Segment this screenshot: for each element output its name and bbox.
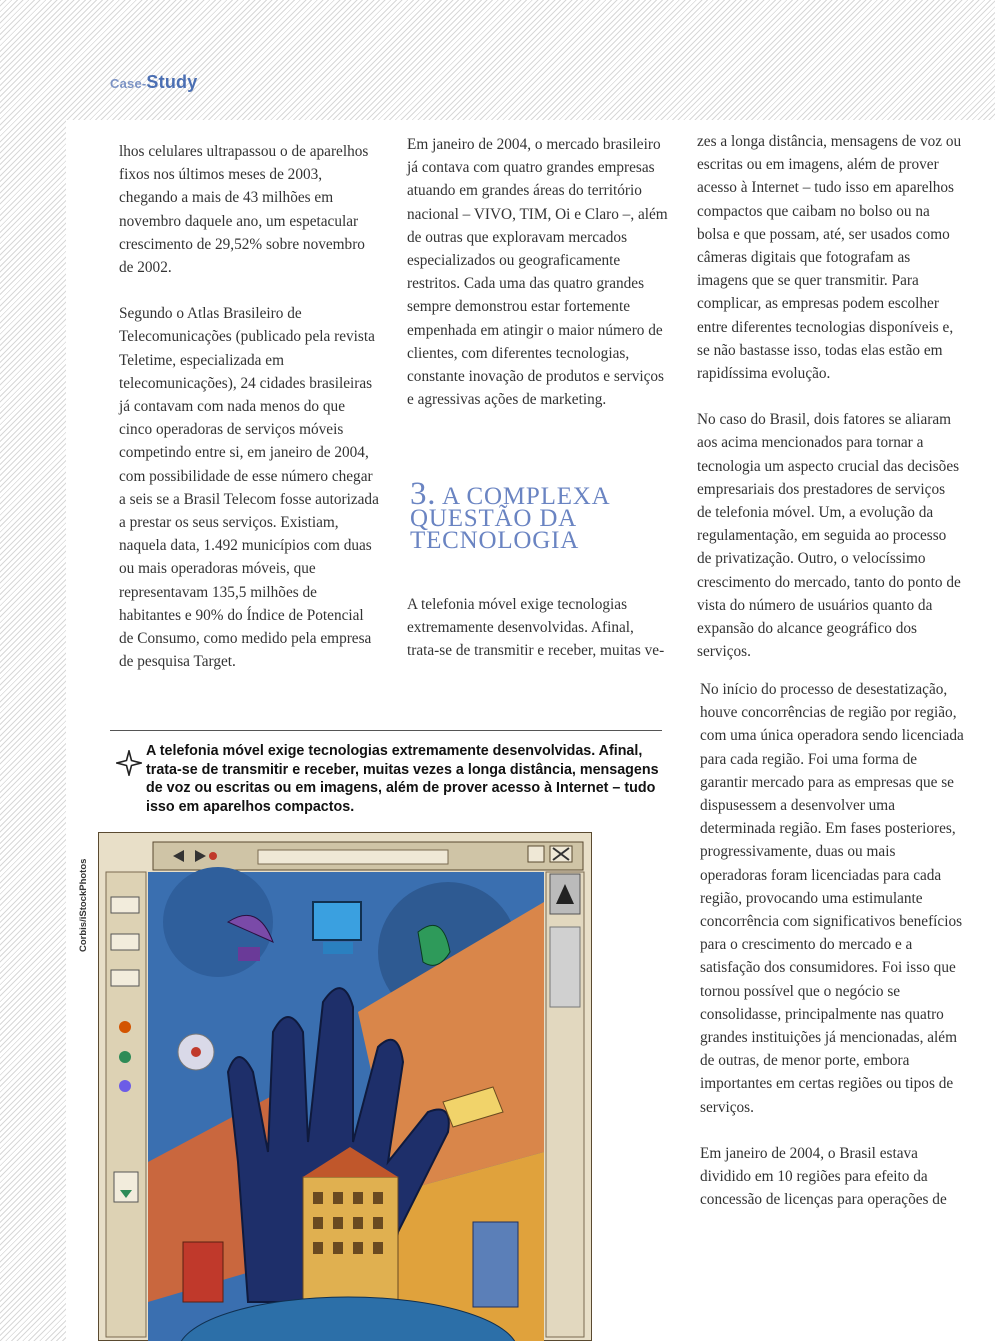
illustration <box>98 832 592 1341</box>
compass-star-icon <box>116 750 142 776</box>
caption-divider <box>110 730 662 731</box>
paragraph: lhos celulares ultrapassou o de aparelhos fixos nos últimos meses de 2003, chegando a mais de 43 milhões em novembro daquele ano, um espetacular crescimento de 29,52% sobre novembro de 2002. <box>119 143 369 277</box>
figure-caption: A telefonia móvel exige tecnologias extremamente desenvolvidas. Afinal, trata-se de transmitir e receber, muitas vezes a longa distância, mensagens de voz ou escritas ou em imagens, além de prover acesso à Internet – tudo isso em aparelhos compactos. <box>146 743 659 815</box>
paragraph: No caso do Brasil, dois fatores se aliaram aos acima mencionados para tornar a tecnologia um aspecto crucial das decisões empresariais dos prestadores de serviços de telefonia móvel. Um, a evolução da regulamentação, em seguida ao processo de privatização. Outro, o velocíssimo crescimento do mercado, tanto do ponto de vista do número de usuários quanto da expansão do alcance geográfico dos serviços. <box>697 411 961 661</box>
paragraph: Em janeiro de 2004, o mercado brasileiro já contava com quatro grandes empresas atuando em grandes áreas do território nacional – VIVO, TIM, Oi e Claro –, além de outras que exploravam mercados especializados ou geograficamente restritos. Cada uma das quatro grandes sempre demonstrou estar fortemente empenhada em atingir o maior número de clientes, com diferentes tecnologias, constante inovação de produtos e serviços e agressivas ações de marketing. <box>407 136 668 409</box>
paragraph: A telefonia móvel exige tecnologias extremamente desenvolvidas. Afinal, trata-se de transmitir e receber, muitas ve- <box>407 596 665 660</box>
text-column-2 <box>407 133 669 434</box>
section-label: Case-Study <box>110 72 198 92</box>
cd-icon <box>178 1034 214 1070</box>
text-column-2-lower <box>407 593 669 686</box>
paragraph: No início do processo de desestatização, houve concorrências de região por região, com uma única operadora sendo licenciada para cada região. Foi uma forma de garantir mercado para as empresas que se dispusessem a desenvolver uma determinada região. Em fases posteriores, progressivamente, duas ou mais operadoras foram licenciadas para cada região, provocando uma estimulante concorrência com significativos benefícios para o crescimento do mercado e a satisfação dos consumidores. Foi isso que tornou possível que o negócio se consolidasse, principalmente nas quatro grandes instituições já mencionadas, além de outras, de menor porte, embora importantes em certas regiões ou tipos de serviços. <box>700 681 964 1116</box>
section-heading: 3. A COMPLEXA QUESTÃO DA TECNOLOGIA <box>410 476 610 554</box>
text-column-1 <box>119 140 379 696</box>
paragraph: Em janeiro de 2004, o Brasil estava dividido em 10 regiões para efeito da concessão de licenças para operações de <box>700 1144 947 1209</box>
paragraph: Segundo o Atlas Brasileiro de Telecomunicações (publicado pela revista Teletime, especializada em telecomunicações), 24 cidades brasileiras já contavam com nada menos do que cinco operadoras de serviços móveis competindo entre si, em janeiro de 2004, com possibilidade de esse número chegar a seis se a Brasil Telecom fosse autorizada a prestar os seus serviços. Existiam, naquela data, 1.492 municípios com duas ou mais operadoras móveis, que representavam 135,5 milhões de habitantes e 90% do Índice de Potencial de Consumo, como medido pela empresa de pesquisa Target. <box>119 305 379 671</box>
text-column-3 <box>697 130 963 686</box>
text-column-3-lower <box>700 678 966 1234</box>
paragraph: zes a longa distância, mensagens de voz ou escritas ou em imagens, além de prover acesso à Internet – tudo isso em aparelhos compactos que caibam no bolso ou na bolsa e que possam, até, ser usados como câmeras digitais que fotografam as imagens que se quer transmitir. Para complicar, as empresas podem escolher entre diferentes tecnologias disponíveis e, se não bastasse isso, todas elas estão em rapidíssima evolução. <box>697 133 962 383</box>
photo-credit: Corbis/iStockPhotos <box>78 858 89 952</box>
